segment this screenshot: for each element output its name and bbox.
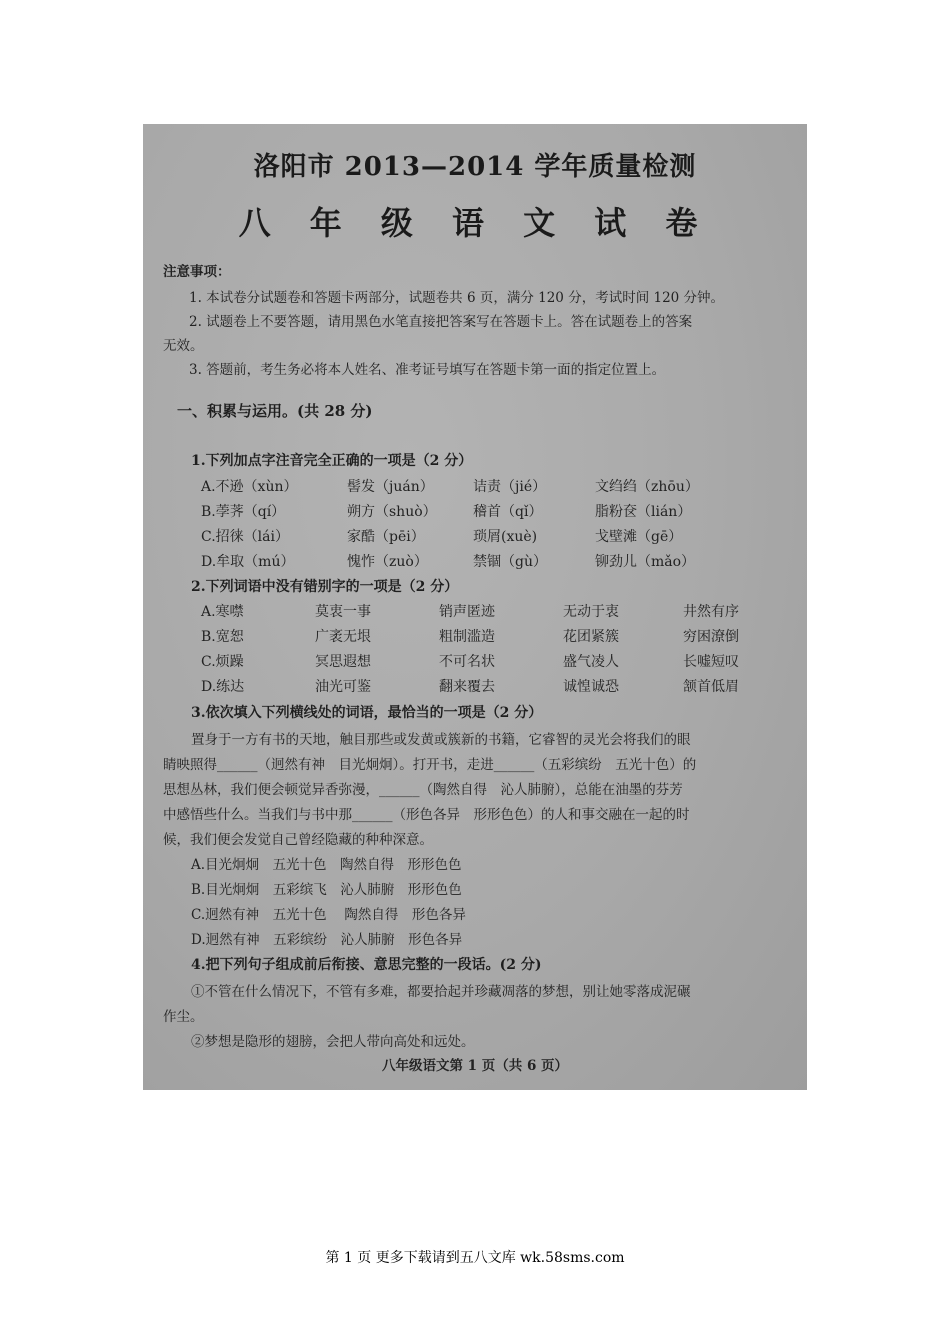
q1-a-3: 诘责（jié） xyxy=(473,479,547,495)
q2-b-3: 粗制滥造 xyxy=(439,629,495,645)
q3-passage-4: 中感悟些什么。当我们与书中那______（形色各异 形形色色）的人和事交融在一起的时 xyxy=(163,807,690,823)
q2-c-3: 不可名状 xyxy=(439,654,495,670)
q2-c-4: 盛气凌人 xyxy=(563,654,619,670)
notice-heading: 注意事项： xyxy=(163,264,231,280)
q2-b-1: B.宽恕 xyxy=(201,629,244,645)
notice-1: 1. 本试卷分试题卷和答题卡两部分，试题卷共 6 页，满分 120 分，考试时间 120 分钟。 xyxy=(189,290,725,306)
q1-c-4: 戈壁滩（gē） xyxy=(595,529,683,545)
q2-a-1: A.寒噤 xyxy=(201,604,244,620)
q3-option-d: D.迥然有神 五彩缤纷 沁人肺腑 形色各异 xyxy=(191,932,463,948)
section-1-heading: 一、积累与运用。(共 28 分) xyxy=(177,402,373,420)
q3-passage-5: 候，我们便会发觉自己曾经隐藏的种种深意。 xyxy=(163,832,433,848)
q3-option-a: A.目光炯炯 五光十色 陶然自得 形形色色 xyxy=(191,857,462,873)
q3-stem: 3.依次填入下列横线处的词语，最恰当的一项是（2 分） xyxy=(191,705,543,721)
exam-paper-photo xyxy=(143,124,807,1090)
q2-b-2: 广袤无垠 xyxy=(315,629,371,645)
q3-passage-3: 思想丛林，我们便会顿觉异香弥漫，______（陶然自得 沁人肺腑），总能在油墨的芬芳 xyxy=(163,782,683,798)
q2-stem: 2.下列词语中没有错别字的一项是（2 分） xyxy=(191,579,459,595)
q1-b-1: B.荸荠（qí） xyxy=(201,504,286,520)
q2-d-5: 颔首低眉 xyxy=(683,679,739,695)
q2-d-4: 诚惶诚恐 xyxy=(563,679,619,695)
q2-a-2: 莫衷一事 xyxy=(315,604,371,620)
q3-passage-1: 置身于一方有书的天地，触目那些或发黄或簇新的书籍，它睿智的灵光会将我们的眼 xyxy=(191,732,691,748)
q4-line-1: ①不管在什么情况下，不管有多难，都要拾起并珍藏凋落的梦想，别让她零落成泥碾 xyxy=(191,984,691,1000)
q1-a-2: 髻发（juán） xyxy=(347,479,434,495)
q2-b-5: 穷困潦倒 xyxy=(683,629,739,645)
q2-a-3: 销声匿迹 xyxy=(439,604,495,620)
q2-d-1: D.练达 xyxy=(201,679,245,695)
q1-c-1: C.招徕（lái） xyxy=(201,529,289,545)
q1-c-2: 家酷（pēi） xyxy=(347,529,425,545)
q4-stem: 4.把下列句子组成前后衔接、意思完整的一段话。(2 分) xyxy=(191,957,542,973)
q1-c-3: 琐屑(xuè) xyxy=(473,529,538,545)
q1-a-4: 文绉绉（zhōu） xyxy=(595,479,699,495)
notice-2-cont: 无效。 xyxy=(163,338,204,354)
q1-d-2: 愧怍（zuò） xyxy=(347,554,428,570)
q4-line-2: 作尘。 xyxy=(163,1009,204,1025)
q1-d-1: D.牟取（mú） xyxy=(201,554,295,570)
q2-c-2: 冥思遐想 xyxy=(315,654,371,670)
q1-b-2: 朔方（shuò） xyxy=(347,504,437,520)
q1-d-4: 铆劲儿（mǎo） xyxy=(595,554,696,570)
q3-passage-2: 睛映照得______（迥然有神 目光炯炯）。打开书，走进______（五彩缤纷 五光十色）的 xyxy=(163,757,697,773)
q3-option-c: C.迥然有神 五光十色 陶然自得 形色各异 xyxy=(191,907,466,923)
q3-option-b: B.目光炯炯 五彩缤飞 沁人肺腑 形形色色 xyxy=(191,882,462,898)
q1-b-3: 稽首（qǐ） xyxy=(473,504,543,520)
q2-d-3: 翻来覆去 xyxy=(439,679,495,695)
q2-c-5: 长嘘短叹 xyxy=(683,654,739,670)
notice-2: 2. 试题卷上不要答题，请用黑色水笔直接把答案写在答题卡上。答在试题卷上的答案 xyxy=(189,314,693,330)
q2-d-2: 油光可鉴 xyxy=(315,679,371,695)
q1-a-1: A.不逊（xùn） xyxy=(201,479,298,495)
download-footer: 第 1 页 更多下载请到五八文库 wk.58sms.com xyxy=(325,1250,625,1266)
q2-a-4: 无动于衷 xyxy=(563,604,619,620)
exam-title: 洛阳市 2013—2014 学年质量检测 xyxy=(253,152,697,182)
q2-b-4: 花团紧簇 xyxy=(563,629,619,645)
notice-3: 3. 答题前，考生务必将本人姓名、准考证号填写在答题卡第一面的指定位置上。 xyxy=(189,362,666,378)
exam-page-number: 八年级语文第 1 页（共 6 页） xyxy=(381,1058,569,1074)
q1-stem: 1.下列加点字注音完全正确的一项是（2 分） xyxy=(191,453,473,469)
q1-b-4: 脂粉奁（lián） xyxy=(595,504,692,520)
exam-subtitle: 八 年 级 语 文 试 卷 xyxy=(238,204,712,242)
q1-d-3: 禁锢（gù） xyxy=(473,554,547,570)
q2-a-5: 井然有序 xyxy=(683,604,739,620)
q4-line-3: ②梦想是隐形的翅膀，会把人带向高处和远处。 xyxy=(191,1034,475,1050)
q2-c-1: C.烦躁 xyxy=(201,654,244,670)
